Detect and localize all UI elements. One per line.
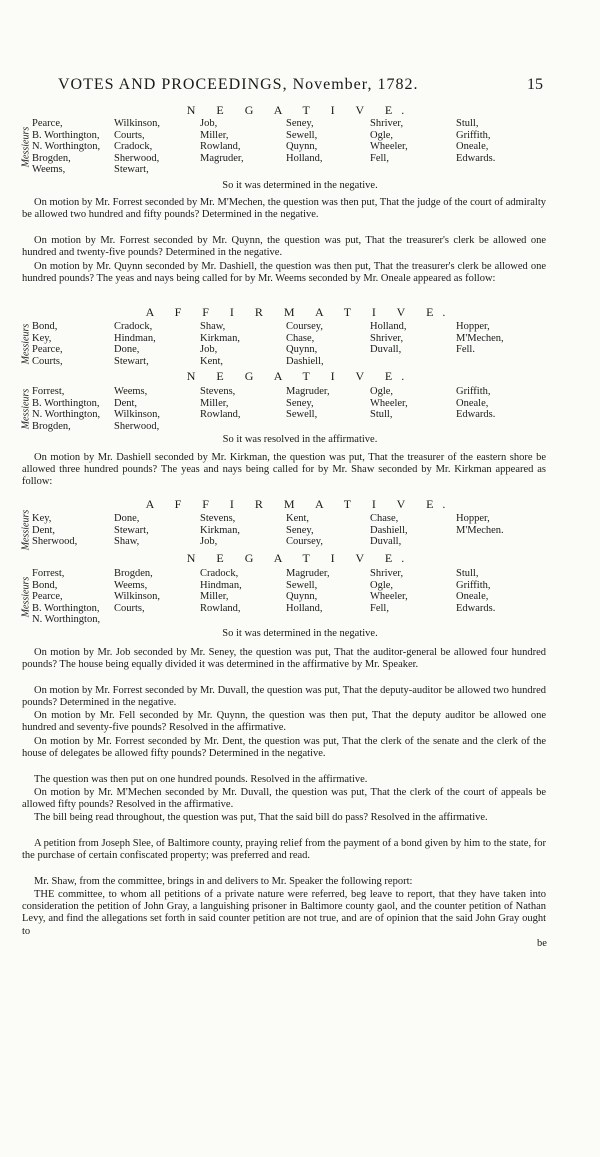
vote-row [20,568,580,580]
vote-result: So it was determined in the negative. [222,180,378,191]
catchword: be [537,938,547,949]
member-name: M'Mechen, [456,332,504,344]
member-name: Courts, [114,602,145,614]
member-name: Stewart, [114,164,149,175]
member-name: M'Mechen. [456,524,504,536]
vote-result: So it was resolved in the affirmative. [222,434,378,445]
member-name: Hopper, [456,321,490,332]
member-name: Stull, [456,568,479,579]
member-name: Quynn, [286,141,318,152]
member-name: Ogle, [370,129,394,141]
vote-row [20,321,580,333]
vote-row [20,344,580,356]
member-name: N. Worthington, [32,614,101,625]
member-name: Stull, [370,409,393,420]
vote-list-negative-3 [20,568,580,626]
member-name: Edwards. [456,602,496,614]
member-name: Pearce, [32,118,63,129]
messieurs-text: Messieurs [20,576,32,618]
member-name: Dent, [32,524,56,536]
member-name: Edwards. [456,409,496,420]
member-name: Job, [200,536,218,547]
member-name: Chase, [370,513,399,524]
member-name: Kent, [200,355,224,367]
member-name: Wheeler, [370,141,408,152]
member-name: Ogle, [370,386,394,397]
running-title: VOTES AND PROCEEDINGS, November, 1782. [58,76,419,93]
member-name: Stull, [456,118,479,129]
vote-row [20,536,580,548]
member-name: Hindman, [200,579,242,591]
member-name: Forrest, [32,568,65,579]
member-name: Dashiell, [370,524,408,536]
member-name: Shriver, [370,118,404,129]
member-name: Cradock, [114,141,153,152]
page-number: 15 [527,76,543,93]
member-name: Wilkinson, [114,591,160,602]
member-name: Hindman, [114,332,156,344]
member-name: Fell. [456,344,475,355]
vote-heading: A F F I R M A T I V E. [145,305,455,319]
vote-row [20,421,580,433]
paragraph: The question was then put on one hundred pounds. Resolved in the affirmative. [34,774,368,785]
member-name: Shriver, [370,568,404,579]
member-name: Done, [114,344,140,355]
vote-heading: A F F I R M A T I V E. [145,497,455,511]
messieurs-text: Messieurs [20,323,32,365]
vote-result: So it was determined in the negative. [222,628,378,639]
member-name: Sherwood, [114,152,160,164]
member-name: Stewart, [114,355,149,367]
member-name: Stevens, [200,513,236,524]
member-name: Chase, [286,332,315,344]
member-name: Kent, [286,513,310,524]
member-name: Kirkman, [200,524,240,536]
member-name: Edwards. [456,152,496,164]
member-name: Wilkinson, [114,118,160,129]
member-name: Shaw, [200,321,226,332]
member-name: Sewell, [286,579,318,591]
member-name: Duvall, [370,536,402,547]
vote-list-affirmative-3 [20,509,580,551]
paragraph: On motion by Mr. Job seconded by Mr. Seney, the question was put, That the auditor-general be allowed four hundred pounds? The house being equally divided it was determined in the affirmative by Mr. Speaker. [22,647,546,671]
vote-row [20,513,580,525]
messieurs-text: Messieurs [20,388,32,430]
member-name: Sewell, [286,409,318,420]
vote-row [20,603,580,615]
member-name: Miller, [200,397,229,409]
paragraph: On motion by Mr. Fell seconded by Mr. Quynn, the question was then put, That the deputy auditor be allowed one hundred and seventy-five pounds? Resolved in the affirmative. [22,710,546,734]
member-name: Brogden, [114,568,153,579]
member-name: B. Worthington, [32,129,100,141]
member-name: Duvall, [370,344,402,355]
vote-row [20,591,580,603]
member-name: Wheeler, [370,591,408,602]
vote-list-negative-1 [20,118,580,176]
paragraph: On motion by Mr. Dashiell seconded by Mr. Kirkman, the question was put, That the treasurer of the eastern shore be allowed three hundred pounds? The yeas and nays being called for by Mr. Shaw seconded by Mr. Kirkman appeared as follow: [22,452,546,488]
member-name: Holland, [286,602,323,614]
vote-row [20,164,580,176]
vote-row [20,356,580,368]
member-name: Sherwood, [114,420,160,432]
paragraph: On motion by Mr. Forrest seconded by Mr. Duvall, the question was put, That the deputy-auditor be allowed two hundred pounds? Determined in the negative. [22,685,546,709]
member-name: Seney, [286,118,314,129]
vote-row [20,525,580,537]
member-name: Bond, [32,579,58,591]
member-name: Rowland, [200,409,241,420]
member-name: Rowland, [200,141,241,152]
member-name: Dashiell, [286,355,324,367]
vote-row [20,333,580,345]
member-name: Brogden, [32,420,71,432]
member-name: Coursey, [286,321,323,332]
member-name: Courts, [114,129,145,141]
member-name: Seney, [286,397,314,409]
member-name: N. Worthington, [32,409,101,420]
member-name: Job, [200,344,218,355]
member-name: Kirkman, [200,332,240,344]
vote-row [20,580,580,592]
vote-row [20,118,580,130]
member-name: Quynn, [286,344,318,355]
member-name: Ogle, [370,579,394,591]
vote-row [20,141,580,153]
page-header [0,76,600,100]
member-name: Griffith, [456,579,491,591]
paragraph: Mr. Shaw, from the committee, brings in and delivers to Mr. Speaker the following report: [34,876,413,887]
vote-row [20,398,580,410]
vote-row [20,409,580,421]
member-name: Pearce, [32,591,63,602]
paragraph: THE committee, to whom all petitions of a private nature were referred, beg leave to report, that they have taken into consideration the petition of John Gray, a languishing prisoner in Baltimore county gaol, and the counter petition of Nathan Levy, and find the allegations set forth in said counter petition are not true, and are of opinion that the said John Gray ought to [22,889,546,937]
member-name: Cradock, [114,321,153,332]
member-name: Done, [114,513,140,524]
member-name: Sewell, [286,129,318,141]
member-name: Magruder, [200,152,244,164]
member-name: Wilkinson, [114,409,160,420]
messieurs-text: Messieurs [20,509,32,551]
vote-heading: N E G A T I V E. [186,103,414,117]
member-name: Bond, [32,321,58,332]
member-name: Seney, [286,524,314,536]
vote-list-affirmative-2 [20,321,580,367]
member-name: Oneale, [456,141,489,152]
member-name: Oneale, [456,591,489,602]
member-name: Forrest, [32,386,65,397]
paragraph: On motion by Mr. Forrest seconded by Mr. M'Mechen, the question was then put, That the judge of the court of admiralty be allowed two hundred and fifty pounds? Determined in the negative. [22,197,546,221]
vote-heading: N E G A T I V E. [186,551,414,565]
member-name: Griffith, [456,386,491,397]
vote-list-negative-2 [20,386,580,432]
member-name: Holland, [286,152,323,164]
member-name: Sherwood, [32,536,78,547]
vote-row [20,130,580,142]
paragraph: On motion by Mr. Forrest seconded by Mr. Quynn, the question was put, That the treasurer's clerk be allowed one hundred and twenty-five pounds? Determined in the negative. [22,235,546,259]
member-name: Holland, [370,321,407,332]
member-name: Shaw, [114,536,140,547]
vote-row [20,386,580,398]
member-name: Wheeler, [370,397,408,409]
member-name: Stewart, [114,524,149,536]
member-name: Coursey, [286,536,323,547]
member-name: Oneale, [456,397,489,409]
member-name: B. Worthington, [32,602,100,614]
paragraph: On motion by Mr. Quynn seconded by Mr. Dashiell, the question was then put, That the treasurer's clerk be allowed one hundred pounds? The yeas and nays being called for by Mr. Weems seconded by Mr. Oneale appeared as follow: [22,261,546,285]
paragraph: On motion by Mr. M'Mechen seconded by Mr. Duvall, the question was put, That the clerk of the court of appeals be allowed fifty pounds? Resolved in the affirmative. [22,787,546,811]
member-name: Key, [32,332,52,344]
member-name: Shriver, [370,332,404,344]
member-name: Miller, [200,591,229,602]
member-name: Fell, [370,602,389,614]
messieurs-text: Messieurs [20,126,32,168]
member-name: Key, [32,513,52,524]
member-name: Weems, [32,164,66,175]
member-name: Miller, [200,129,229,141]
member-name: Weems, [114,386,148,397]
member-name: Rowland, [200,602,241,614]
member-name: N. Worthington, [32,141,101,152]
member-name: Magruder, [286,386,330,397]
member-name: Quynn, [286,591,318,602]
member-name: Pearce, [32,344,63,355]
member-name: Dent, [114,397,138,409]
vote-row [20,153,580,165]
paragraph: A petition from Joseph Slee, of Baltimore county, praying relief from the payment of a bond given by him to the state, for the purchase of certain confiscated property; was preferred and read. [22,838,546,862]
member-name: Weems, [114,579,148,591]
paragraph: On motion by Mr. Forrest seconded by Mr. Dent, the question was put, That the clerk of the senate and the clerk of the house of delegates be allowed fifty pounds? Determined in the negative. [22,736,546,760]
member-name: Stevens, [200,386,236,397]
member-name: Job, [200,118,218,129]
vote-row [20,614,580,626]
member-name: Brogden, [32,152,71,164]
member-name: Hopper, [456,513,490,524]
paragraph: The bill being read throughout, the question was put, That the said bill do pass? Resolved in the affirmative. [34,812,488,823]
member-name: B. Worthington, [32,397,100,409]
member-name: Fell, [370,152,389,164]
member-name: Courts, [32,355,63,367]
member-name: Cradock, [200,568,239,579]
member-name: Magruder, [286,568,330,579]
vote-heading: N E G A T I V E. [186,369,414,383]
member-name: Griffith, [456,129,491,141]
